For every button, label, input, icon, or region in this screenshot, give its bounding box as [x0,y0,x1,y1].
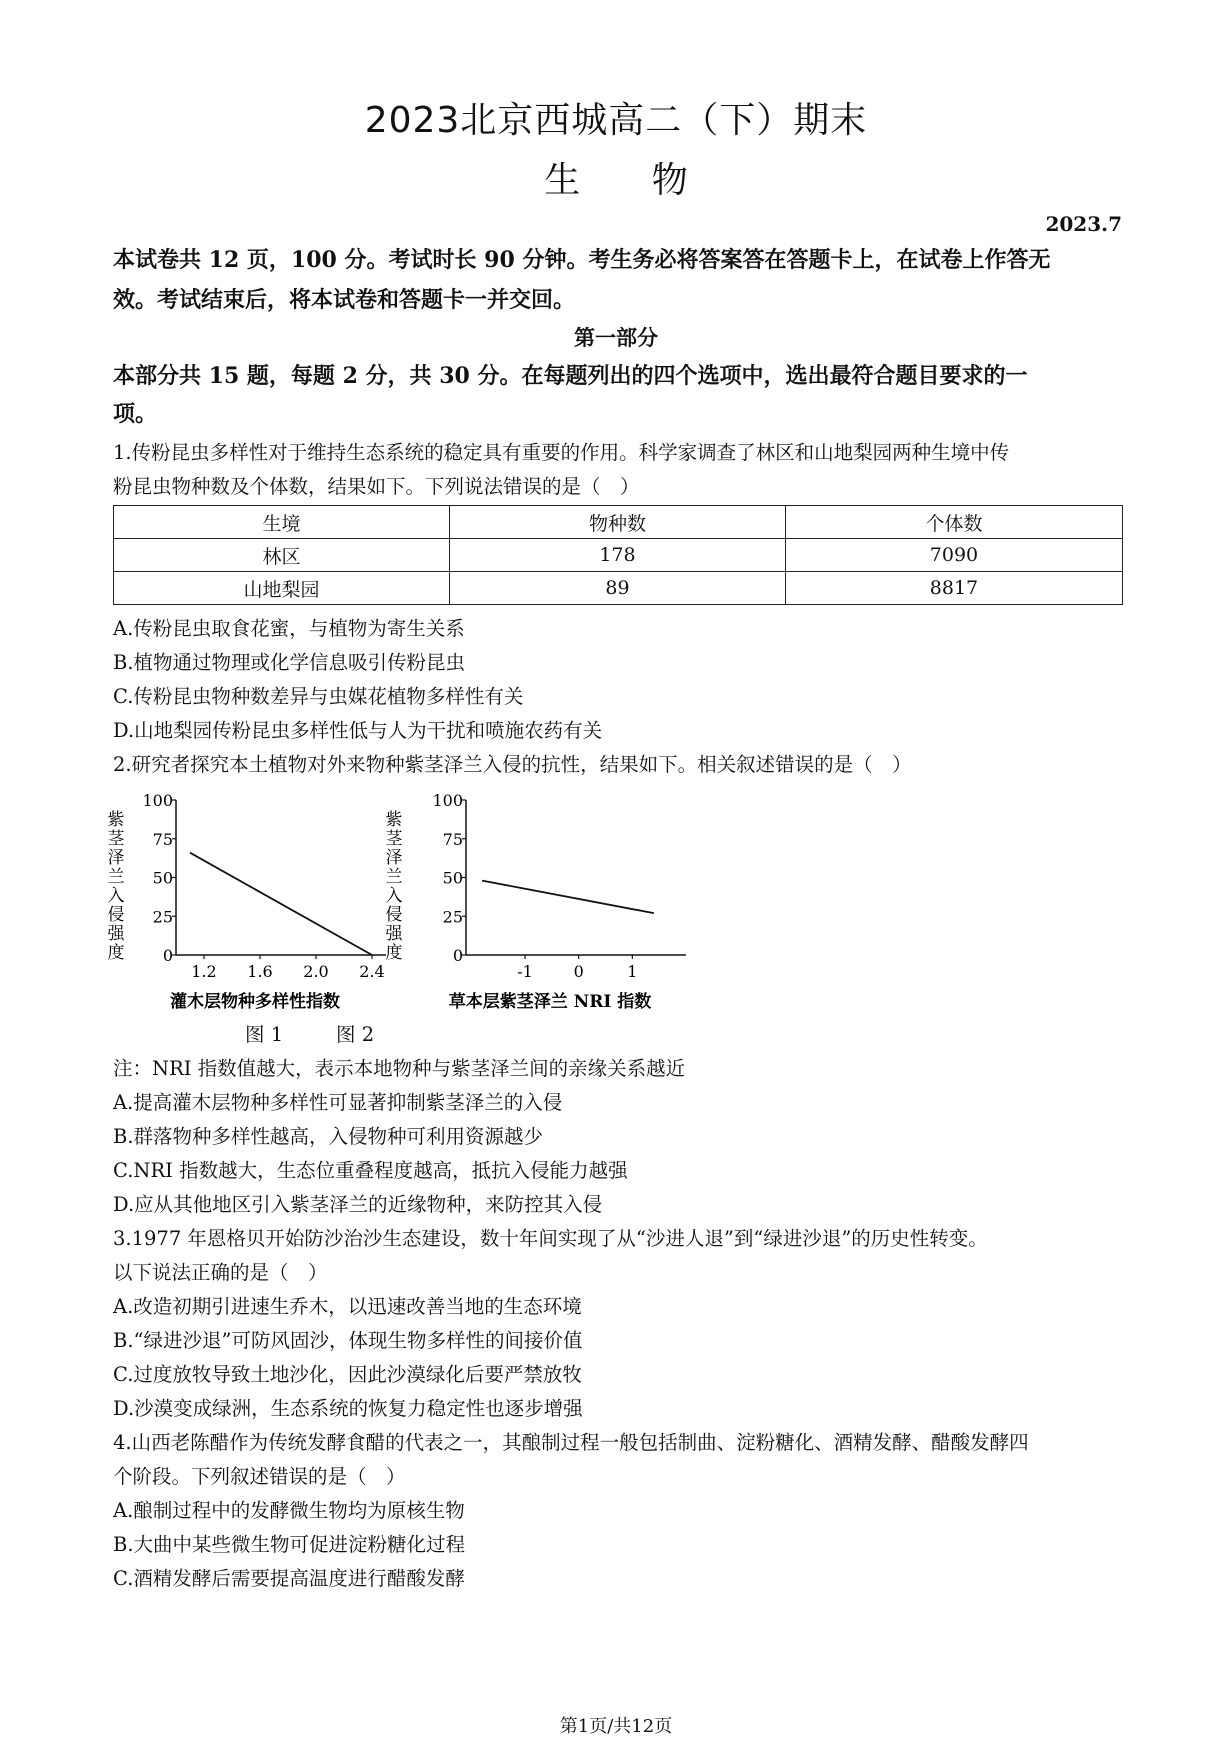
table-cell: 山地梨园 [114,572,450,605]
section-desc-line-1: 本部分共 15 题，每题 2 分，共 30 分。在每题列出的四个选项中，选出最符合题目要求的一 [113,363,1028,389]
y-axis-label-char: 兰 [107,867,125,887]
y-tick-label: 75 [442,829,463,849]
y-tick-label: 25 [442,907,463,927]
y-axis-label-char: 泽 [385,848,403,868]
y-axis-label-char: 度 [385,943,403,963]
y-axis-label-char: 紫 [107,810,125,830]
q3-option-b: B.“绿进沙退”可防风固沙，体现生物多样性的间接价值 [113,1329,583,1352]
figure-2-label: 图 2 [336,1023,375,1046]
q4-stem-line-1: 4.山西老陈醋作为传统发酵食醋的代表之一，其酿制过程一般包括制曲、淀粉糖化、酒精发酵、醋酸发酵四 [113,1431,1029,1454]
table-row [114,539,1123,572]
q2-option-c: C.NRI 指数越大，生态位重叠程度越高，抵抗入侵能力越强 [113,1159,628,1182]
q3-option-a: A.改造初期引进速生乔木，以迅速改善当地的生态环境 [113,1295,582,1318]
y-tick-label: 100 [432,791,463,810]
table-cell: 林区 [114,539,450,572]
table-cell: 178 [449,539,785,572]
q1-data-table [113,505,1123,605]
series-line [190,853,372,955]
y-axis-label-char: 入 [385,886,403,906]
table-row [114,572,1123,605]
x-tick-label: 2.4 [359,962,385,981]
y-tick-label: 0 [452,946,463,965]
table-header-row [114,506,1123,539]
chart-svg [385,785,730,1015]
q3-option-d: D.沙漠变成绿洲，生态系统的恢复力稳定性也逐步增强 [113,1397,583,1420]
y-axis-label-char: 兰 [385,867,403,887]
q2-figure-1 [100,785,400,1015]
exam-title: 2023北京西城高二（下）期末 [364,100,868,141]
q4-option-a: A.酿制过程中的发酵微生物均为原核生物 [113,1499,465,1522]
y-axis-label-char: 泽 [107,848,125,868]
y-tick-label: 0 [162,946,173,965]
q4-option-c: C.酒精发酵后需要提高温度进行醋酸发酵 [113,1567,465,1590]
y-axis-label-char: 入 [107,886,125,906]
chart-svg [100,785,400,1015]
subject-title: 生 物 [544,160,688,201]
page-footer: 第1页/共12页 [559,1716,673,1737]
table-cell: 8817 [785,572,1122,605]
exam-date: 2023.7 [1045,212,1122,236]
x-tick-label: 1.2 [191,962,217,981]
y-tick-label: 50 [152,868,173,888]
x-axis-label: 草本层紫茎泽兰 NRI 指数 [448,992,652,1012]
table-cell: 7090 [785,539,1122,572]
q2-option-b: B.群落物种多样性越高，入侵物种可利用资源越少 [113,1125,544,1148]
q2-figure-2 [385,785,730,1015]
table-header-cell: 个体数 [785,506,1122,539]
q3-stem-line-1: 3.1977 年恩格贝开始防沙治沙生态建设，数十年间实现了从“沙进人退”到“绿进沙退”的历史性转变。 [113,1227,988,1250]
x-tick-label: 0 [573,962,584,981]
y-tick-label: 50 [442,868,463,888]
y-axis-label-char: 侵 [385,905,403,925]
x-tick-label: -1 [517,962,533,981]
q3-stem-line-2: 以下说法正确的是（ ） [113,1261,328,1284]
q3-option-c: C.过度放牧导致土地沙化，因此沙漠绿化后要严禁放牧 [113,1363,582,1386]
x-tick-label: 1 [627,962,638,981]
series-line [482,881,654,914]
q1-stem-line-2: 粉昆虫物种数及个体数，结果如下。下列说法错误的是（ ） [113,475,640,498]
q2-note: 注：NRI 指数值越大，表示本地物种与紫茎泽兰间的亲缘关系越近 [113,1057,686,1080]
instructions-line-1: 本试卷共 12 页，100 分。考试时长 90 分钟。考生务必将答案答在答题卡上，在试卷上作答无 [113,247,1051,273]
q4-stem-line-2: 个阶段。下列叙述错误的是（ ） [113,1465,406,1488]
y-axis-label-char: 强 [385,924,403,944]
table-cell: 89 [449,572,785,605]
q1-option-b: B.植物通过物理或化学信息吸引传粉昆虫 [113,651,466,674]
q1-option-a: A.传粉昆虫取食花蜜，与植物为寄生关系 [113,617,465,640]
section-desc-line-2: 项。 [113,401,158,427]
x-axis-label: 灌木层物种多样性指数 [170,992,340,1012]
y-axis-label-char: 茎 [385,829,403,849]
y-axis-label-char: 茎 [107,829,125,849]
q1-option-d: D.山地梨园传粉昆虫多样性低与人为干扰和喷施农药有关 [113,719,603,742]
table-header-cell: 物种数 [449,506,785,539]
q2-option-d: D.应从其他地区引入紫茎泽兰的近缘物种，来防控其入侵 [113,1193,603,1216]
y-axis-label-char: 侵 [107,905,125,925]
y-axis-label-char: 度 [107,943,125,963]
x-tick-label: 2.0 [303,962,329,981]
y-tick-label: 100 [142,791,173,810]
q2-stem: 2.研究者探究本土植物对外来物种紫茎泽兰入侵的抗性，结果如下。相关叙述错误的是（ ） [113,753,912,776]
q1-stem-line-1: 1.传粉昆虫多样性对于维持生态系统的稳定具有重要的作用。科学家调查了林区和山地梨园两种生境中传 [113,441,1010,464]
y-axis-label-char: 紫 [385,810,403,830]
x-tick-label: 1.6 [247,962,273,981]
section-title: 第一部分 [574,325,658,350]
y-tick-label: 25 [152,907,173,927]
q4-option-b: B.大曲中某些微生物可促进淀粉糖化过程 [113,1533,466,1556]
q2-option-a: A.提高灌木层物种多样性可显著抑制紫茎泽兰的入侵 [113,1091,563,1114]
y-tick-label: 75 [152,829,173,849]
instructions-line-2: 效。考试结束后，将本试卷和答题卡一并交回。 [113,287,576,313]
y-axis-label-char: 强 [107,924,125,944]
figure-1-label: 图 1 [245,1023,284,1046]
table-header-cell: 生境 [114,506,450,539]
q1-option-c: C.传粉昆虫物种数差异与虫媒花植物多样性有关 [113,685,524,708]
